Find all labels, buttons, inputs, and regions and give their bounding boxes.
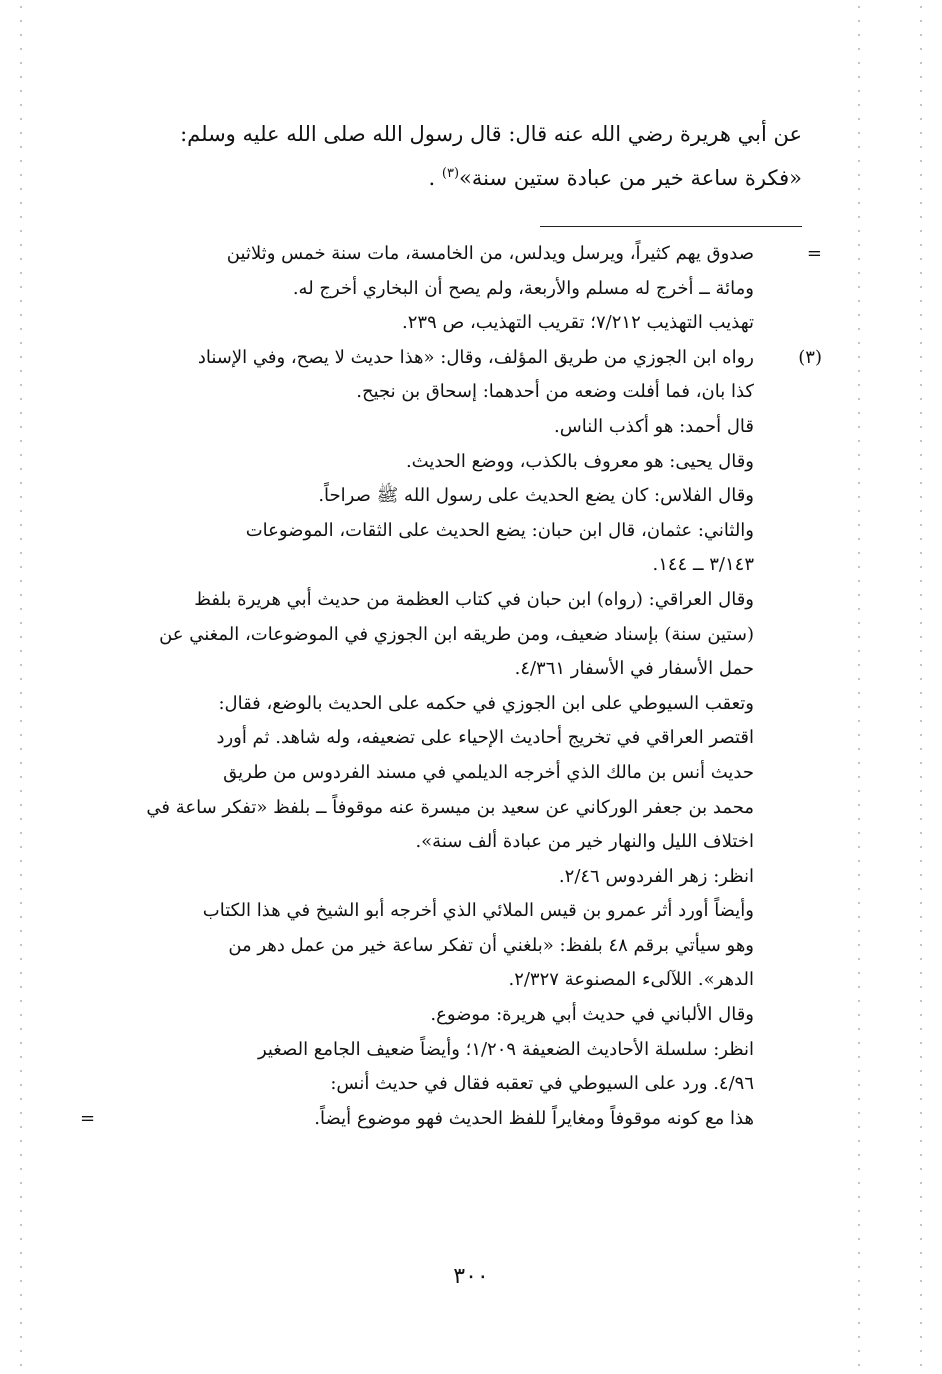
- footnote-line: قال أحمد: هو أكذب الناس.: [554, 415, 754, 437]
- footnote-3: [80, 341, 822, 1137]
- footnote-continuation: [100, 237, 822, 341]
- footnote-line: وقال العراقي: (رواه) ابن حبان في كتاب العظمة من حديث أبي هريرة بلفظ: [194, 588, 754, 610]
- footnote-line: اختلاف الليل والنهار خير من عبادة ألف سنة».: [415, 831, 754, 853]
- footnote-line: ٤/٩٦. ورد على السيوطي في تعقبه فقال في حديث أنس:: [330, 1073, 754, 1095]
- main-line-2: «فكرة ساعة خير من عبادة ستين سنة»: [459, 166, 802, 190]
- footnote-line: وتعقب السيوطي على ابن الجوزي في حكمه على الحديث بالوضع، فقال:: [218, 692, 754, 714]
- footnote-line: وقال الألباني في حديث أبي هريرة: موضوع.: [430, 1004, 754, 1026]
- continuation-mark: =: [806, 243, 822, 264]
- main-line-2-end: .: [428, 166, 436, 190]
- book-page: [80, 112, 822, 1136]
- footnote-line: وهو سيأتي برقم ٤٨ بلفظ: «بلغني أن تفكر ساعة خير من عمل دهر من: [228, 934, 754, 956]
- footnote-line: انظر: سلسلة الأحاديث الضعيفة ١/٢٠٩؛ وأيضاً ضعيف الجامع الصغير: [257, 1038, 754, 1060]
- page-number: ٣٠٠: [453, 1264, 489, 1289]
- footnote-line: محمد بن جعفر الوركاني عن سعيد بن ميسرة عنه موقوفاً ــ بلفظ «تفكر ساعة في: [146, 796, 754, 818]
- footnote-line: رواه ابن الجوزي من طريق المؤلف، وقال: «هذا حديث لا يصح، وفي الإسناد: [197, 346, 754, 368]
- left-margin-guide: [20, 0, 22, 1374]
- footnote-line: ٣/١٤٣ ــ ١٤٤.: [652, 554, 754, 576]
- footnote-line: (ستين سنة) بإسناد ضعيف، ومن طريقه ابن الجوزي في الموضوعات، المغني عن: [159, 623, 754, 645]
- footnote-line: حديث أنس بن مالك الذي أخرجه الديلمي في مسند الفردوس من طريق: [223, 761, 754, 783]
- footnote-line: هذا مع كونه موقوفاً ومغايراً للفظ الحديث فهو موضوع أيضاً.: [314, 1107, 754, 1129]
- footnote-line: الدهر». اللآلىء المصنوعة ٢/٣٢٧.: [508, 969, 754, 991]
- main-hadith-text: [100, 112, 802, 200]
- inner-right-guide: [858, 0, 860, 1374]
- footnote-line: اقتصر العراقي في تخريج أحاديث الإحياء على تضعيفه، وله شاهد. ثم أورد: [216, 727, 754, 749]
- right-margin-guide: [920, 0, 922, 1374]
- footnote-line: وقال الفلاس: كان يضع الحديث على رسول الله ﷺ صراحاً.: [318, 485, 754, 507]
- footnote-line: وأيضاً أورد أثر عمرو بن قيس الملائي الذي أخرجه أبو الشيخ في هذا الكتاب: [202, 900, 754, 922]
- footnote-line: تهذيب التهذيب ٧/٢١٢؛ تقريب التهذيب، ص ٢٣٩.: [402, 312, 754, 334]
- main-line-1: عن أبي هريرة رضي الله عنه قال: قال رسول الله صلى الله عليه وسلم:: [180, 122, 802, 146]
- footnote-line: انظر: زهر الفردوس ٢/٤٦.: [558, 865, 754, 887]
- footnote-line: كذا بان، فما أفلت وضعه من أحدهما: إسحاق بن نجيح.: [356, 381, 754, 403]
- footnote-line: ومائة ــ أخرج له مسلم والأربعة، ولم يصح أن البخاري أخرج له.: [292, 277, 754, 299]
- end-continuation-mark: =: [80, 1107, 96, 1129]
- footnote-line: وقال يحيى: هو معروف بالكذب، ووضع الحديث.: [405, 450, 754, 472]
- footnote-line: صدوق يهم كثيراً، ويرسل ويدلس، من الخامسة، مات سنة خمس وثلاثين: [226, 243, 754, 264]
- footnote-line: حمل الأسفار في الأسفار ٤/٣٦١.: [514, 658, 754, 680]
- footnote-3-marker: (٣): [798, 346, 822, 368]
- footnote-line: والثاني: عثمان، قال ابن حبان: يضع الحديث على الثقات، الموضوعات: [245, 519, 754, 541]
- footnote-divider: [540, 226, 802, 227]
- footnote-reference-3[interactable]: (٣): [441, 166, 460, 181]
